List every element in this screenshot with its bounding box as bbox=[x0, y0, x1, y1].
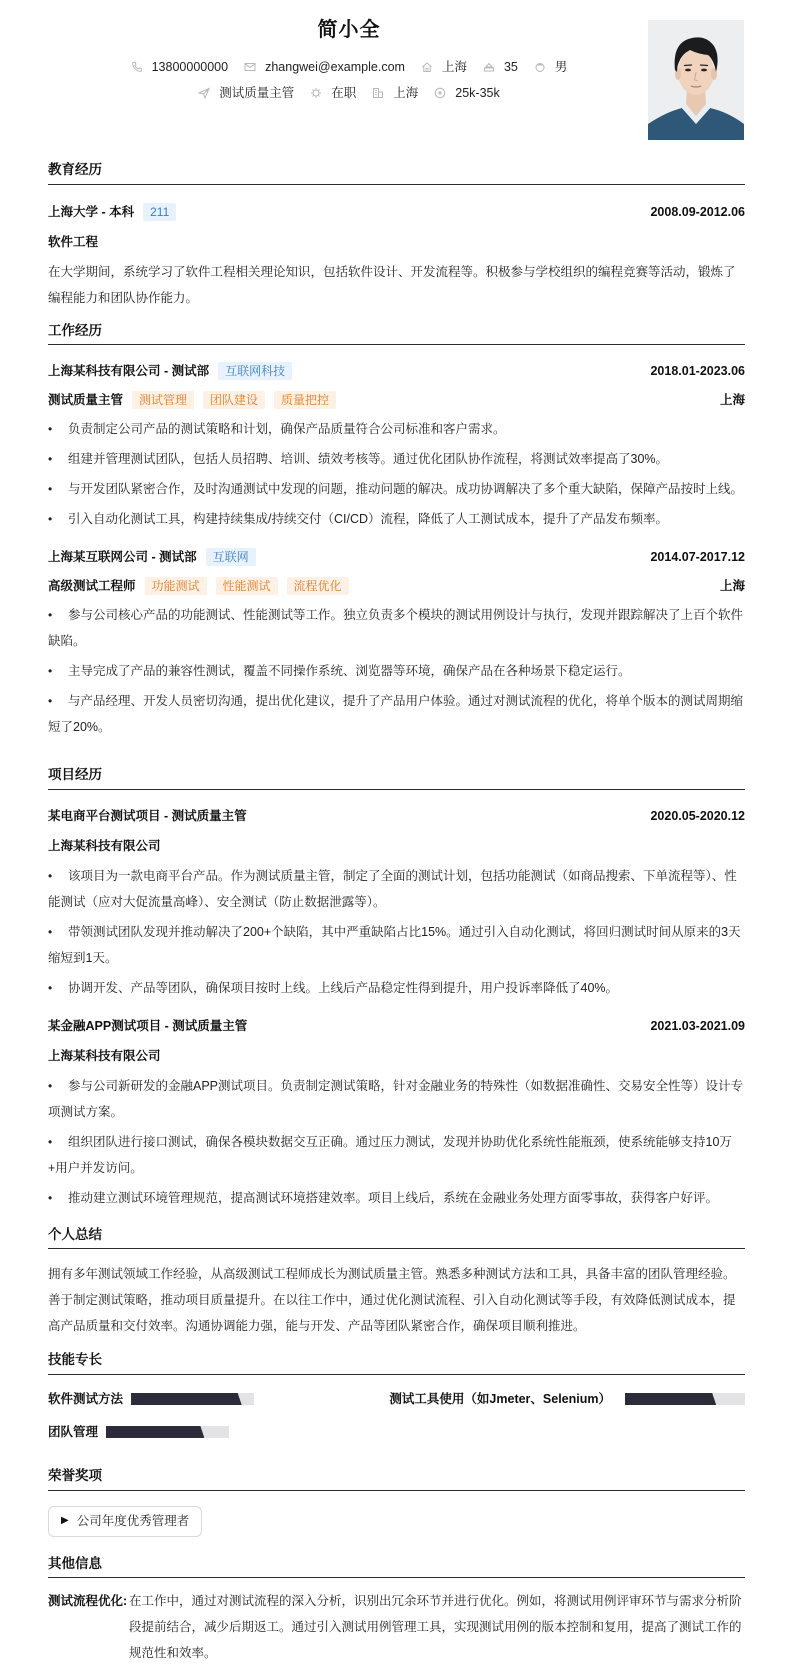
phone-icon bbox=[131, 61, 143, 73]
skill-label: 软件测试方法 bbox=[48, 1391, 124, 1406]
work-location: 上海 bbox=[719, 393, 745, 408]
section-title-work: 工作经历 bbox=[48, 320, 745, 346]
school-tag: 211 bbox=[143, 203, 176, 221]
mail-icon bbox=[244, 61, 256, 73]
awards-section bbox=[48, 1465, 745, 1537]
section-title-other: 其他信息 bbox=[48, 1553, 745, 1579]
send-icon bbox=[198, 87, 210, 99]
skill-item bbox=[48, 1422, 389, 1442]
skill-tag: 性能测试 bbox=[216, 577, 278, 595]
work-bullets bbox=[48, 602, 745, 740]
candidate-name: 简小全 bbox=[317, 19, 381, 41]
work-date: 2014.07-2017.12 bbox=[650, 550, 745, 565]
skill-tag: 流程优化 bbox=[287, 577, 349, 595]
other-info-text: 在工作中，通过对测试流程的深入分析，识别出冗余环节并进行优化。例如，将测试用例评审环节与需求分析阶段提前结合，减少后期返工。通过引入测试用例管理工具，实现测试用例的版本控制和复用，提高了测试工作的规范性和效率。 bbox=[129, 1594, 742, 1661]
other-info-item bbox=[48, 1588, 745, 1666]
age-icon bbox=[483, 61, 495, 73]
education-entry bbox=[48, 199, 745, 311]
skill-tag: 测试管理 bbox=[132, 391, 194, 409]
work-entry bbox=[48, 358, 745, 532]
list-item: • 参与公司核心产品的功能测试、性能测试等工作。独立负责多个模块的测试用例设计与执行，发现并跟踪解决了上百个软件缺陷。 bbox=[48, 608, 744, 649]
work-section bbox=[48, 320, 745, 741]
city-info bbox=[421, 57, 467, 77]
award-label: 公司年度优秀管理者 bbox=[76, 1514, 190, 1529]
employment-status-info bbox=[310, 83, 356, 103]
job-intent-row bbox=[48, 83, 650, 103]
other-info-label: 测试流程优化: bbox=[48, 1594, 128, 1609]
building-icon bbox=[372, 87, 384, 99]
list-item: • 与开发团队紧密合作，及时沟通测试中发现的问题，推动问题的解决。成功协调解决了多个重大缺陷，保障产品按时上线。 bbox=[48, 482, 744, 497]
gender-icon bbox=[534, 61, 546, 73]
phone-info bbox=[131, 57, 228, 77]
project-company: 上海某科技有限公司 bbox=[48, 1048, 161, 1063]
project-company: 上海某科技有限公司 bbox=[48, 838, 161, 853]
project-entry bbox=[48, 803, 745, 1001]
industry-tag: 互联网科技 bbox=[218, 362, 292, 380]
gender-info bbox=[534, 57, 568, 77]
city: 上海 bbox=[441, 60, 467, 74]
skills-grid bbox=[48, 1389, 745, 1442]
skill-bar bbox=[625, 1393, 745, 1405]
list-item: • 负责制定公司产品的测试策略和计划，确保产品质量符合公司标准和客户需求。 bbox=[48, 422, 506, 437]
work-location: 上海 bbox=[719, 579, 745, 594]
job-role: 测试质量主管 bbox=[48, 393, 124, 408]
education-date: 2008.09-2012.06 bbox=[650, 204, 745, 219]
project-date: 2020.05-2020.12 bbox=[650, 808, 745, 823]
employment-status: 在职 bbox=[331, 86, 357, 100]
age: 35 bbox=[503, 60, 518, 74]
skill-label: 团队管理 bbox=[48, 1424, 99, 1439]
section-title-skills: 技能专长 bbox=[48, 1349, 745, 1375]
company-name: 上海某科技有限公司 - 测试部 bbox=[48, 364, 210, 379]
email-address: zhangwei@example.com bbox=[265, 60, 405, 74]
status-icon bbox=[310, 87, 322, 99]
resume-header bbox=[48, 0, 745, 152]
target-city-info bbox=[372, 83, 418, 103]
list-item: • 组建并管理测试团队，包括人员招聘、培训、绩效考核等。通过优化团队协作流程，将测试效率提高了30%。 bbox=[48, 452, 669, 467]
expected-salary-info bbox=[434, 83, 499, 103]
project-date: 2021.03-2021.09 bbox=[650, 1018, 745, 1033]
email-info bbox=[244, 57, 405, 77]
target-city: 上海 bbox=[393, 86, 419, 100]
skill-bar bbox=[131, 1393, 254, 1405]
age-info bbox=[483, 57, 518, 77]
skills-section bbox=[48, 1349, 745, 1442]
list-item: • 该项目为一款电商平台产品。作为测试质量主管，制定了全面的测试计划，包括功能测试（如商品搜索、下单流程等）、性能测试（应对大促流量高峰）、安全测试（防止数据泄露等）。 bbox=[48, 868, 737, 909]
list-item: • 参与公司新研发的金融APP测试项目。负责制定测试策略，针对金融业务的特殊性（如数据准确性、交易安全性等）设计专项测试方案。 bbox=[48, 1078, 744, 1119]
work-bullets bbox=[48, 416, 745, 532]
section-title-education: 教育经历 bbox=[48, 159, 745, 185]
skill-bar-fill bbox=[131, 1393, 242, 1405]
skill-label: 测试工具使用（如Jmeter、Selenium） bbox=[389, 1391, 611, 1406]
profile-photo bbox=[648, 20, 744, 140]
list-item: • 协调开发、产品等团队，确保项目按时上线。上线后产品稳定性得到提升，用户投诉率降低了40%。 bbox=[48, 980, 619, 995]
skill-bar bbox=[106, 1426, 229, 1438]
award-item[interactable] bbox=[48, 1506, 202, 1537]
section-title-projects: 项目经历 bbox=[48, 764, 745, 790]
project-bullets bbox=[48, 1073, 745, 1211]
section-title-awards: 荣誉奖项 bbox=[48, 1465, 745, 1491]
skill-bar-fill bbox=[106, 1426, 204, 1438]
phone-number: 13800000000 bbox=[151, 60, 229, 74]
list-item: • 引入自动化测试工具，构建持续集成/持续交付（CI/CD）流程，降低了人工测试成本，提升了产品发布频率。 bbox=[48, 512, 669, 527]
list-item: • 与产品经理、开发人员密切沟通，提出优化建议，提升了产品用户体验。通过对测试流程的优化，将单个版本的测试周期缩短了20%。 bbox=[48, 694, 744, 735]
project-name: 某电商平台测试项目 - 测试质量主管 bbox=[48, 808, 247, 823]
summary-section bbox=[48, 1224, 745, 1340]
skill-tag: 功能测试 bbox=[145, 577, 207, 595]
skill-item bbox=[389, 1389, 745, 1409]
education-section bbox=[48, 159, 745, 311]
projects-section bbox=[48, 764, 745, 1211]
project-name: 某金融APP测试项目 - 测试质量主管 bbox=[48, 1018, 248, 1033]
company-name: 上海某互联网公司 - 测试部 bbox=[48, 550, 197, 565]
list-item: • 组织团队进行接口测试，确保各模块数据交互正确。通过压力测试，发现并协助优化系统性能瓶颈，使系统能够支持10万+用户并发访问。 bbox=[48, 1134, 732, 1175]
education-description: 在大学期间，系统学习了软件工程相关理论知识，包括软件设计、开发流程等。积极参与学校组织的编程竞赛等活动，锻炼了编程能力和团队协作能力。 bbox=[48, 264, 736, 305]
list-item: • 带领测试团队发现并推动解决了200+个缺陷，其中严重缺陷占比15%。通过引入自动化测试，将回归测试时间从原来的3天缩短到1天。 bbox=[48, 924, 741, 965]
skill-tag: 质量把控 bbox=[274, 391, 336, 409]
list-item: • 推动建立测试环境管理规范，提高测试环境搭建效率。项目上线后，系统在金融业务处理方面零事故，获得客户好评。 bbox=[48, 1190, 719, 1205]
list-item: • 主导完成了产品的兼容性测试，覆盖不同操作系统、浏览器等环境，确保产品在各种场景下稳定运行。 bbox=[48, 664, 631, 679]
skill-tag: 团队建设 bbox=[203, 391, 265, 409]
summary-text: 拥有多年测试领域工作经验，从高级测试工程师成长为测试质量主管。熟悉多种测试方法和工具，具备丰富的团队管理经验。善于制定测试策略，推动项目质量提升。在以往工作中，通过优化测试流程、引入自动化测试等手段，有效降低测试成本，提高产品质量和交付效率。沟通协调能力强，能与开发、产品等团队紧密合作，确保项目顺利推进。 bbox=[48, 1267, 736, 1334]
salary-icon bbox=[434, 87, 446, 99]
work-date: 2018.01-2023.06 bbox=[650, 364, 745, 379]
expected-salary: 25k-35k bbox=[455, 86, 500, 100]
skill-item bbox=[48, 1389, 389, 1409]
school-name: 上海大学 - 本科 bbox=[48, 204, 135, 219]
expand-triangle-icon: ▶ bbox=[61, 1515, 69, 1527]
work-entry bbox=[48, 544, 745, 740]
target-position: 测试质量主管 bbox=[219, 86, 295, 100]
target-position-info bbox=[198, 83, 294, 103]
section-title-summary: 个人总结 bbox=[48, 1224, 745, 1250]
home-icon bbox=[421, 61, 433, 73]
project-entry bbox=[48, 1013, 745, 1211]
other-section bbox=[48, 1553, 745, 1666]
major: 软件工程 bbox=[48, 234, 99, 249]
gender: 男 bbox=[554, 60, 568, 74]
skill-bar-fill bbox=[625, 1393, 716, 1405]
job-role: 高级测试工程师 bbox=[48, 579, 136, 594]
industry-tag: 互联网 bbox=[206, 548, 256, 566]
contact-row bbox=[48, 57, 650, 77]
project-bullets bbox=[48, 863, 745, 1001]
